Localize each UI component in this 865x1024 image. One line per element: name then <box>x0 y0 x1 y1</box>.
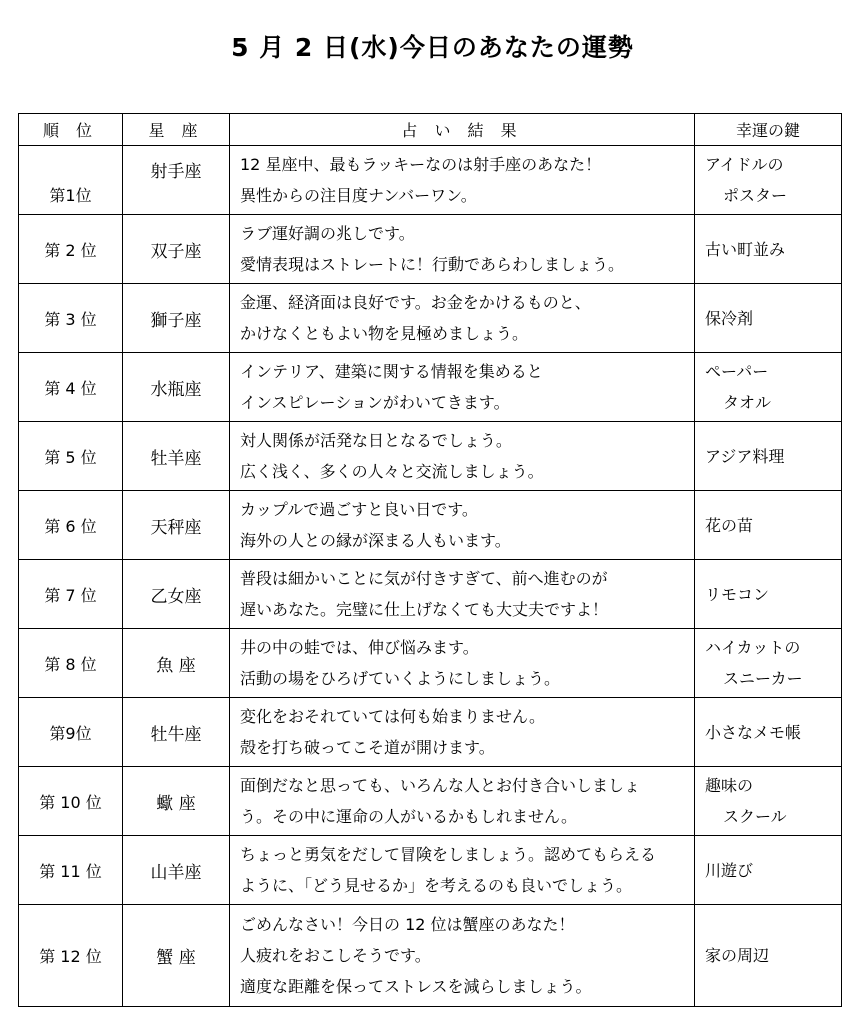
table-row <box>19 215 842 284</box>
table-row <box>19 836 842 905</box>
result-line: 異性からの注目度ナンバーワン。 <box>240 186 477 205</box>
result-line: 殻を打ち破ってこそ道が開けます。 <box>240 738 495 757</box>
result-cell <box>230 629 695 698</box>
result-line: ごめんなさい！今日の 12 位は蟹座のあなた！ <box>240 915 575 934</box>
sign-cell: 牡牛座 <box>123 698 230 767</box>
rank-cell <box>19 146 123 215</box>
result-line: 12 星座中、最もラッキーなのは射手座のあなた！ <box>240 155 602 174</box>
result-cell <box>230 698 695 767</box>
result-line: 金運、経済面は良好です。お金をかけるものと、 <box>240 293 591 312</box>
key-cell: 川遊び <box>695 836 842 905</box>
key-cell: 保冷剤 <box>695 284 842 353</box>
sign-cell: 蟹 座 <box>123 905 230 1007</box>
key-line: アイドルの <box>705 155 784 174</box>
result-line: インテリア、建築に関する情報を集めると <box>240 362 543 381</box>
sign-cell: 魚 座 <box>123 629 230 698</box>
key-line: スクール <box>723 807 787 826</box>
table-row <box>19 560 842 629</box>
sign-cell: 乙女座 <box>123 560 230 629</box>
result-cell <box>230 284 695 353</box>
result-line: 対人関係が活発な日となるでしょう。 <box>240 431 512 450</box>
sign-cell: 水瓶座 <box>123 353 230 422</box>
sign-cell: 山羊座 <box>123 836 230 905</box>
result-line: かけなくともよい物を見極めましょう。 <box>240 324 529 343</box>
rank-cell: 第 6 位 <box>19 491 123 560</box>
table-row <box>19 629 842 698</box>
sign-cell: 双子座 <box>123 215 230 284</box>
header-key: 幸運の鍵 <box>695 114 842 146</box>
result-line: 愛情表現はストレートに！行動であらわしましょう。 <box>240 255 625 274</box>
table-header-row <box>19 114 842 146</box>
result-cell <box>230 353 695 422</box>
key-line: ポスター <box>723 186 788 205</box>
table-row <box>19 905 842 1007</box>
table-row <box>19 422 842 491</box>
result-line: う。その中に運命の人がいるかもしれません。 <box>240 807 577 826</box>
table-row <box>19 767 842 836</box>
key-line: タオル <box>723 393 772 412</box>
rank-cell: 第9位 <box>19 698 123 767</box>
result-line: 広く浅く、多くの人々と交流しましょう。 <box>240 462 544 481</box>
result-line: 活動の場をひろげていくようにしましょう。 <box>240 669 561 688</box>
rank-cell: 第 4 位 <box>19 353 123 422</box>
rank-cell: 第 12 位 <box>19 905 123 1007</box>
rank-cell: 第 7 位 <box>19 560 123 629</box>
result-cell <box>230 836 695 905</box>
key-line: ハイカットの <box>705 638 801 657</box>
result-line: 人疲れをおこしそうです。 <box>240 946 431 965</box>
result-line: 変化をおそれていては何も始まりません。 <box>240 707 545 726</box>
rank-cell: 第 3 位 <box>19 284 123 353</box>
rank-cell: 第 5 位 <box>19 422 123 491</box>
result-cell <box>230 215 695 284</box>
sign-cell: 天秤座 <box>123 491 230 560</box>
result-cell <box>230 560 695 629</box>
key-cell: リモコン <box>695 560 842 629</box>
sign-cell: 牡羊座 <box>123 422 230 491</box>
header-result: 占 い 結 果 <box>230 114 695 146</box>
result-cell <box>230 767 695 836</box>
rank-cell: 第 11 位 <box>19 836 123 905</box>
result-line: 海外の人との縁が深まる人もいます。 <box>240 531 511 550</box>
key-line: 趣味の <box>705 776 754 795</box>
key-line: スニーカー <box>723 669 803 688</box>
table-row <box>19 698 842 767</box>
result-line: 普段は細かいことに気が付きすぎて、前へ進むのが <box>240 569 608 588</box>
result-cell <box>230 905 695 1007</box>
result-line: カップルで過ごすと良い日です。 <box>240 500 478 519</box>
rank-label: 第1位 <box>49 185 92 205</box>
key-cell <box>695 146 842 215</box>
key-cell <box>695 767 842 836</box>
key-cell: 家の周辺 <box>695 905 842 1007</box>
key-cell <box>695 353 842 422</box>
result-line: インスピレーションがわいてきます。 <box>240 393 510 412</box>
sign-label: 射手座 <box>150 161 202 182</box>
page-title: 5 月 2 日(水)今日のあなたの運勢 <box>231 33 634 62</box>
result-line: ちょっと勇気をだして冒険をしましょう。認めてもらえる <box>240 845 657 864</box>
sign-cell: 獅子座 <box>123 284 230 353</box>
result-cell <box>230 146 695 215</box>
sign-cell <box>123 146 230 215</box>
key-cell: アジア料理 <box>695 422 842 491</box>
table-row <box>19 284 842 353</box>
result-line: ラブ運好調の兆しです。 <box>240 224 415 243</box>
key-cell: 花の苗 <box>695 491 842 560</box>
result-line: 適度な距離を保ってストレスを減らしましょう。 <box>240 977 592 996</box>
rank-cell: 第 10 位 <box>19 767 123 836</box>
table-row <box>19 146 842 215</box>
key-line: ペーパー <box>705 362 769 381</box>
result-line: 井の中の蛙では、伸び悩みます。 <box>240 638 479 657</box>
header-sign: 星 座 <box>123 114 230 146</box>
key-cell: 小さなメモ帳 <box>695 698 842 767</box>
horoscope-table <box>18 113 842 1007</box>
result-line: 遅いあなた。完璧に仕上げなくても大丈夫ですよ！ <box>240 600 609 619</box>
result-line: 面倒だなと思っても、いろんな人とお付き合いしましょ <box>240 776 641 795</box>
result-cell <box>230 422 695 491</box>
key-cell <box>695 629 842 698</box>
header-rank: 順 位 <box>19 114 123 146</box>
sign-cell: 蠍 座 <box>123 767 230 836</box>
table-row <box>19 353 842 422</box>
key-cell: 古い町並み <box>695 215 842 284</box>
result-cell <box>230 491 695 560</box>
rank-cell: 第 2 位 <box>19 215 123 284</box>
table-row <box>19 491 842 560</box>
result-line: ように、「どう見せるか」を考えるのも良いでしょう。 <box>240 876 633 895</box>
rank-cell: 第 8 位 <box>19 629 123 698</box>
